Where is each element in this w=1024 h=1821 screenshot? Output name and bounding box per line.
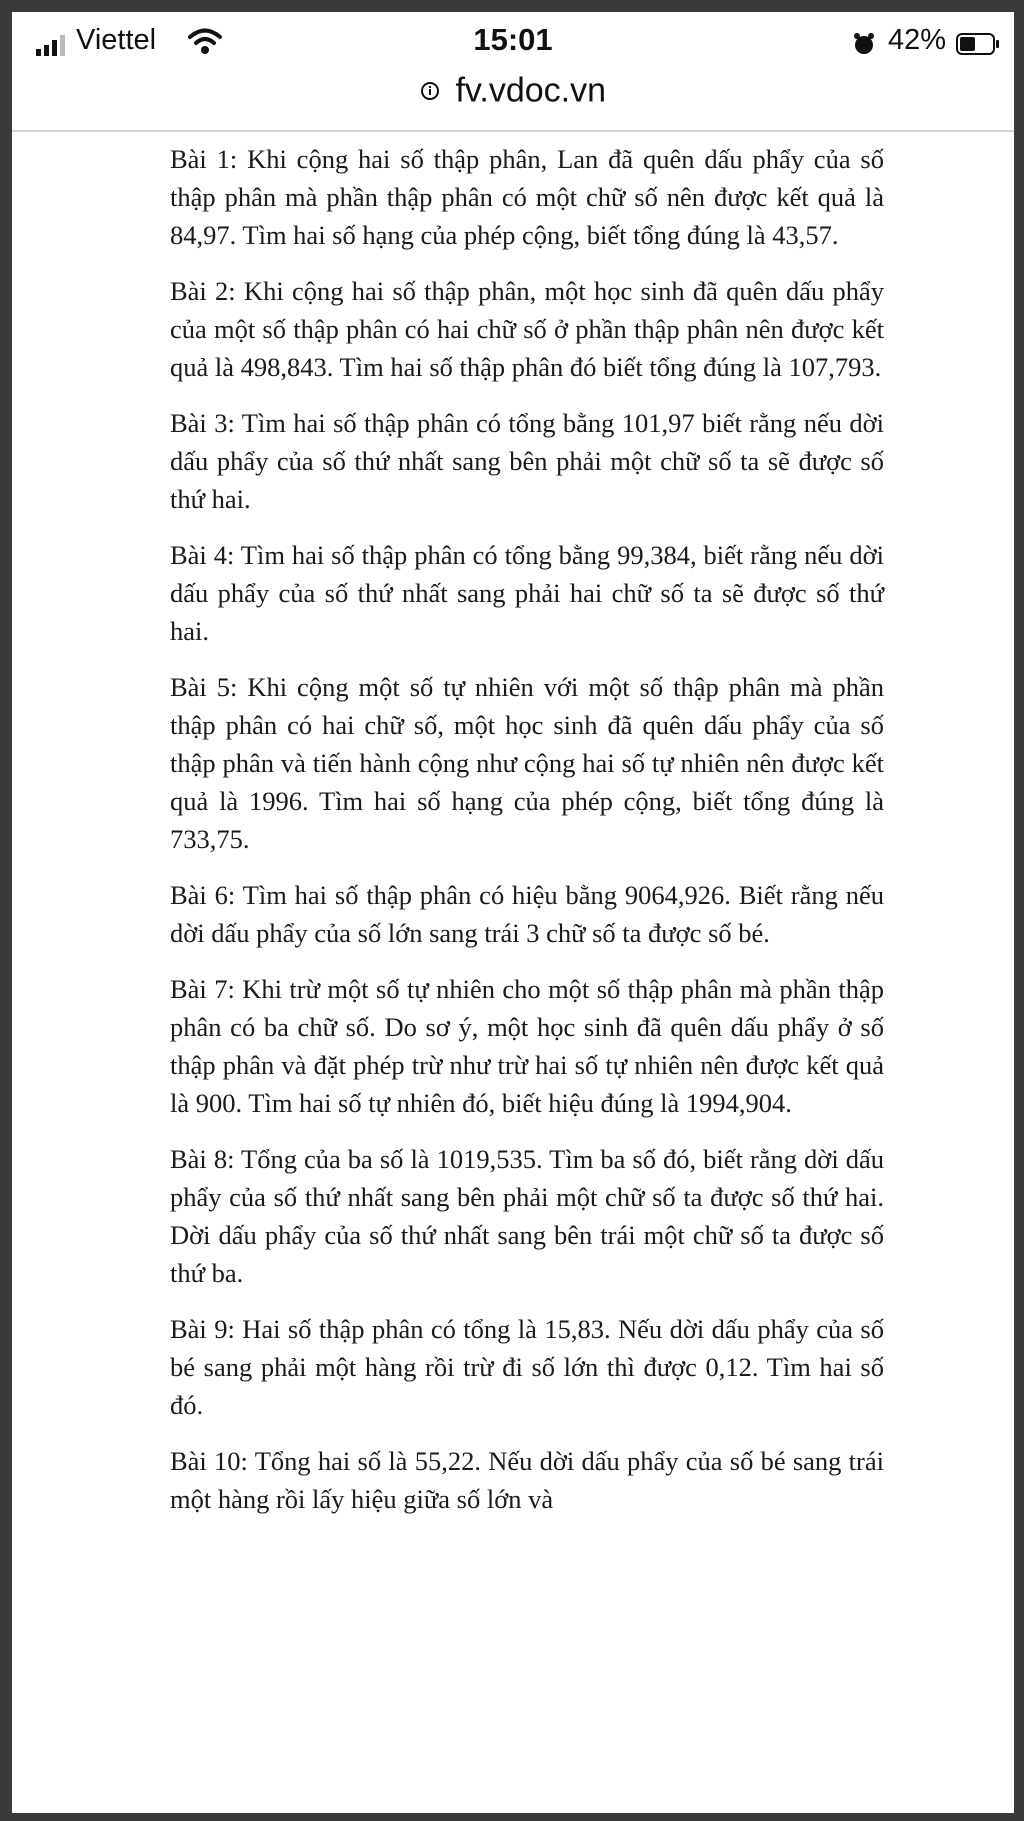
problem-2: Bài 2: Khi cộng hai số thập phân, một học sinh đã quên dấu phẩy của một số thập phân có hai chữ số ở phần thập phân nên được kết quả là 498,843. Tìm hai số thập phân đó biết tổng đúng là 107,793. xyxy=(170,276,884,382)
problem-8: Bài 8: Tổng của ba số là 1019,535. Tìm ba số đó, biết rằng dời dấu phẩy của số thứ nhất sang bên phải một chữ số ta được số thứ hai. Dời dấu phẩy của số thứ nhất sang bên trái một chữ số ta được số thứ ba. xyxy=(170,1144,884,1288)
document-content xyxy=(170,140,884,1536)
divider xyxy=(12,130,1014,132)
battery-percent: 42% xyxy=(888,24,947,56)
url-text[interactable]: fv.vdoc.vn xyxy=(455,71,606,110)
problem-4: Bài 4: Tìm hai số thập phân có tổng bằng 99,384, biết rằng nếu dời dấu phẩy của số thứ nhất sang phải hai chữ số ta sẽ được số thứ hai. xyxy=(170,540,884,646)
problem-10: Bài 10: Tổng hai số là 55,22. Nếu dời dấu phẩy của số bé sang trái một hàng rồi lấy hiệu giữa số lớn và xyxy=(170,1446,884,1514)
problem-3: Bài 3: Tìm hai số thập phân có tổng bằng 101,97 biết rằng nếu dời dấu phẩy của số thứ nhất sang bên phải một chữ số ta sẽ được số thứ hai. xyxy=(170,408,884,514)
problem-6: Bài 6: Tìm hai số thập phân có hiệu bằng 9064,926. Biết rằng nếu dời dấu phẩy của số lớn sang trái 3 chữ số ta được số bé. xyxy=(170,880,884,948)
address-bar[interactable] xyxy=(12,70,1014,128)
battery-icon xyxy=(956,32,1000,56)
info-icon[interactable] xyxy=(420,81,440,101)
problem-5: Bài 5: Khi cộng một số tự nhiên với một số thập phân mà phần thập phân có hai chữ số, một học sinh đã quên dấu phẩy của số thập phân và tiến hành cộng như cộng hai số tự nhiên nên được kết quả là 1996. Tìm hai số hạng của phép cộng, biết tổng đúng là 733,75. xyxy=(170,672,884,854)
phone-screen xyxy=(12,12,1014,1813)
problem-1: Bài 1: Khi cộng hai số thập phân, Lan đã quên dấu phẩy của số thập phân mà phần thập phân có một chữ số nên được kết quả là 84,97. Tìm hai số hạng của phép cộng, biết tổng đúng là 43,57. xyxy=(170,144,884,250)
status-time: 15:01 xyxy=(473,22,553,57)
problem-9: Bài 9: Hai số thập phân có tổng là 15,83. Nếu dời dấu phẩy của số bé sang phải một hàng rồi trừ đi số lớn thì được 0,12. Tìm hai số đó. xyxy=(170,1314,884,1420)
status-bar xyxy=(12,12,1014,72)
problem-7: Bài 7: Khi trừ một số tự nhiên cho một số thập phân mà phần thập phân có ba chữ số. Do sơ ý, một học sinh đã quên dấu phẩy ở số thập phân và đặt phép trừ như trừ hai số tự nhiên nên được kết quả là 900. Tìm hai số tự nhiên đó, biết hiệu đúng là 1994,904. xyxy=(170,974,884,1118)
alarm-icon xyxy=(852,32,876,56)
carrier-name: Viettel xyxy=(76,24,157,56)
